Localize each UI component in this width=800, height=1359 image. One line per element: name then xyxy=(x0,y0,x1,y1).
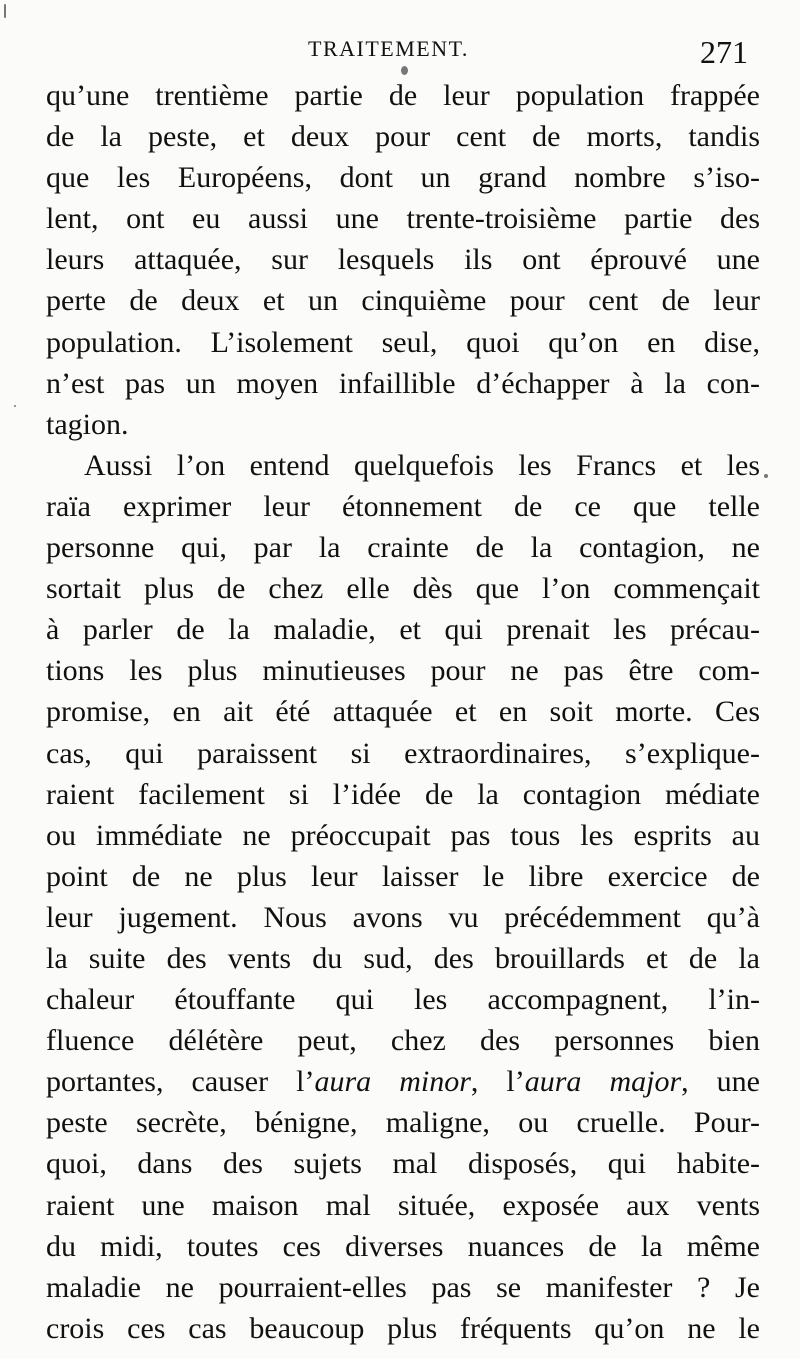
text-line: raïa exprimer leur étonnement de ce que telle xyxy=(46,489,760,523)
text-line: raient une maison mal située, exposée aux vents xyxy=(46,1188,760,1222)
text-line: sortait plus de chez elle dès que l’on commençait xyxy=(46,572,760,606)
text-line: population. L’isolement seul, quoi qu’on en dise, xyxy=(46,325,760,359)
running-head xyxy=(0,30,800,70)
text-line: du midi, toutes ces diverses nuances de la même xyxy=(46,1229,760,1263)
text-line: la suite des vents du sud, des brouillards et de la xyxy=(46,941,760,975)
paragraph-end-line: tagion. xyxy=(46,407,129,441)
text-line: promise, en ait été attaquée et en soit morte. Ces xyxy=(46,695,760,729)
text-line: qu’une trentième partie de leur population frappée xyxy=(46,79,760,112)
ink-speck xyxy=(14,405,16,407)
text-line: point de ne plus leur laisser le libre exercice de xyxy=(46,859,760,893)
text-line: lent, ont eu aussi une trente-troisième partie des xyxy=(46,202,760,236)
text-line: que les Européens, dont un grand nombre s’iso- xyxy=(46,161,760,195)
running-title: TRAITEMENT. xyxy=(308,36,469,61)
text-line: n’est pas un moyen infaillible d’échapper à la con- xyxy=(46,366,760,400)
text-line: leurs attaquée, sur lesquels ils ont éprouvé une xyxy=(46,243,760,277)
text-line: maladie ne pourraient-elles pas se manifester ? Je xyxy=(46,1270,760,1304)
italic-term-aura-major: aura major xyxy=(524,1065,682,1099)
line-text-segment: portantes, causer l’ xyxy=(46,1065,315,1099)
body-text xyxy=(46,75,760,1349)
text-line: à parler de la maladie, et qui prenait les précau- xyxy=(46,613,760,647)
text-line: crois ces cas beaucoup plus fréquents qu’on ne le xyxy=(46,1311,760,1345)
ink-speck xyxy=(401,66,408,75)
text-line: perte de deux et un cinquième pour cent de leur xyxy=(46,284,760,318)
line-text-segment: , l’ xyxy=(470,1065,525,1099)
line-text-segment: , une xyxy=(681,1065,760,1099)
text-line: tions les plus minutieuses pour ne pas être com- xyxy=(46,654,760,688)
text-line: fluence délétère peut, chez des personnes bien xyxy=(46,1024,760,1058)
ink-speck xyxy=(764,474,768,478)
text-line: ou immédiate ne préoccupait pas tous les esprits au xyxy=(46,818,760,852)
text-line: de la peste, et deux pour cent de morts, tandis xyxy=(46,120,760,154)
text-line-with-italics xyxy=(46,1061,760,1102)
text-line: personne qui, par la crainte de la contagion, ne xyxy=(46,531,760,565)
text-line: raient facilement si l’idée de la contagion médiate xyxy=(46,777,760,811)
text-line: peste secrète, bénigne, maligne, ou cruelle. Pour- xyxy=(46,1106,760,1140)
ink-speck xyxy=(4,4,6,18)
text-line: leur jugement. Nous avons vu précédemment qu’à xyxy=(46,900,760,934)
text-line: quoi, dans des sujets mal disposés, qui habite- xyxy=(46,1147,760,1181)
italic-term-aura-minor: aura minor xyxy=(314,1065,471,1099)
text-line: cas, qui paraissent si extraordinaires, s’explique- xyxy=(46,736,760,770)
page-number: 271 xyxy=(700,34,748,70)
text-line: chaleur étouffante qui les accompagnent, l’in- xyxy=(46,983,760,1017)
paragraph-start-line: Aussi l’on entend quelquefois les Francs et les xyxy=(84,448,760,482)
